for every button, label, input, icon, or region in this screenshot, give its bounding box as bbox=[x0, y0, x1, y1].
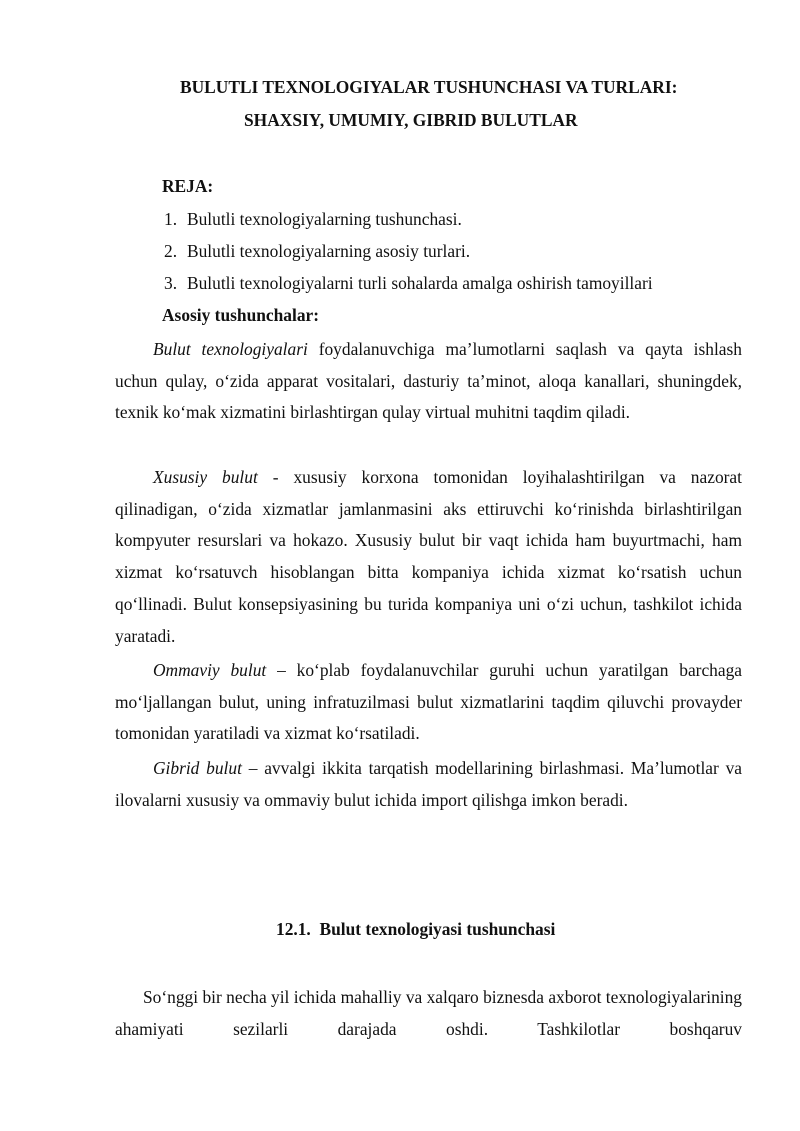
definition-separator: – bbox=[266, 660, 297, 680]
section-heading bbox=[276, 919, 555, 940]
definition-body: foydalanuvchiga ma’lumotlarni saqlash va qayta ishlash uchun qulay, o‘zida apparat vositalari, dasturiy ta’minot, aloqa kanallari, shuningdek, texnik ko‘mak xizmatini birlashtirgan qulay virtual muhitni taqdim qiladi. bbox=[115, 339, 742, 423]
plan-heading: REJA: bbox=[162, 176, 214, 196]
definition-term: Bulut texnologiyalari bbox=[153, 339, 308, 359]
plan-item-text: Bulutli texnologiyalarni turli sohalarda amalga oshirish tamoyillari bbox=[187, 273, 653, 293]
plan-item-number: 1. bbox=[164, 209, 178, 229]
definition-body: avvalgi ikkita tarqatish modellarining birlashmasi. Ma’lumotlar va ilovalarni xususiy va ommaviy bulut ichida import qilishga imkon beradi. bbox=[115, 758, 743, 810]
plan-item-text: Bulutli texnologiyalarning tushunchasi. bbox=[187, 209, 462, 229]
doc-title-line-2: SHAXSIY, UMUMIY, GIBRID BULUTLAR bbox=[244, 110, 578, 130]
definition-separator: - bbox=[257, 467, 294, 487]
definition-separator bbox=[308, 339, 319, 359]
doc-title-line-1: BULUTLI TEXNOLOGIYALAR TUSHUNCHASI VA TURLARI: bbox=[180, 77, 678, 97]
plan-item bbox=[164, 241, 471, 262]
definition-paragraph bbox=[115, 462, 742, 652]
section-title: Bulut texnologiyasi tushunchasi bbox=[319, 919, 556, 939]
definition-paragraph bbox=[115, 334, 742, 429]
definition-term: Xususiy bulut bbox=[153, 467, 258, 487]
section-paragraph bbox=[115, 982, 742, 1046]
plan-item-text: Bulutli texnologiyalarning asosiy turlari. bbox=[187, 241, 471, 261]
plan-item bbox=[164, 209, 462, 230]
plan-item-number: 3. bbox=[164, 273, 178, 293]
definition-paragraph bbox=[115, 753, 742, 816]
definition-term: Gibrid bulut bbox=[153, 758, 242, 778]
plan-item-number: 2. bbox=[164, 241, 178, 261]
concepts-heading: Asosiy tushunchalar: bbox=[162, 305, 320, 325]
definition-paragraph bbox=[115, 655, 742, 750]
definition-separator: – bbox=[241, 758, 265, 778]
definition-body: xususiy korxona tomonidan loyihalashtirilgan va nazorat qilinadigan, o‘zida xizmatlar jamlanmasini aks ettiruvchi ko‘rinishda birlashtirilgan kompyuter resurslari va hokazo. Xususiy bulut bir vaqt ichida ham buyurtmachi, ham xizmat ko‘rsatuvch hisoblangan bitta kompaniya ichida xizmat ko‘rsatish uchun qo‘llinadi. Bulut konsepsiyasining bu turida kompaniya uni o‘zi uchun, tashkilot ichida yaratadi. bbox=[115, 467, 742, 646]
definition-term: Ommaviy bulut bbox=[153, 660, 267, 680]
section-number: 12.1. bbox=[276, 919, 311, 939]
section-text: So‘nggi bir necha yil ichida mahalliy va xalqaro biznesda axborot texnologiyalarining ahamiyati sezilarli darajada oshdi. Tashkilotlar boshqaruv bbox=[115, 987, 742, 1039]
plan-item bbox=[164, 273, 653, 294]
definition-body: ko‘plab foydalanuvchilar guruhi uchun yaratilgan barchaga mo‘ljallangan bulut, uning infratuzilmasi bulut xizmatlarini taqdim qiluvchi provayder tomonidan yaratiladi va xizmat ko‘rsatiladi. bbox=[115, 660, 742, 744]
